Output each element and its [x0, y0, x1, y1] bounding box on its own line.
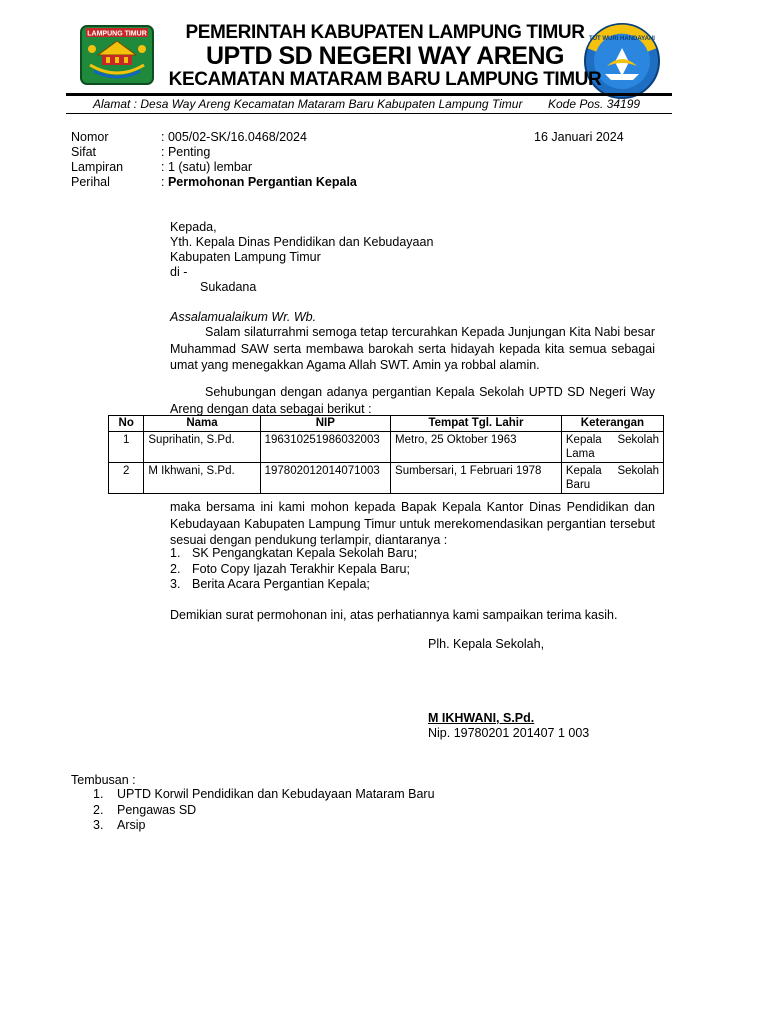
- cell-nip: 196310251986032003: [260, 432, 390, 463]
- list-item: [170, 546, 417, 562]
- signature-title: Plh. Kepala Sekolah,: [428, 637, 545, 651]
- paragraph-permohonan: maka bersama ini kami mohon kepada Bapak Kepala Kantor Dinas Pendidikan dan Kebudayaan Kabupaten Lampung Timur untuk merekomendasikan pergantian tersebut sesuai dengan pendukung terlampir, diantaranya :: [170, 500, 655, 547]
- greeting: Assalamualaikum Wr. Wb.: [170, 310, 317, 324]
- list-text: SK Pengangkatan Kepala Sekolah Baru;: [192, 546, 418, 560]
- perihal-label: Perihal: [71, 175, 110, 189]
- col-header-nama: Nama: [144, 416, 260, 432]
- list-number: 2.: [93, 802, 104, 817]
- tembusan-list: [93, 787, 435, 834]
- cell-no: 2: [109, 463, 144, 494]
- table-row: [109, 463, 664, 494]
- cell-nama: M Ikhwani, S.Pd.: [144, 463, 260, 494]
- lampiran-label: Lampiran: [71, 160, 124, 174]
- header-rule-thick: [66, 93, 672, 96]
- signature-nip: Nip. 19780201 201407 1 003: [428, 726, 590, 740]
- col-header-no: No: [109, 416, 144, 432]
- list-item: [93, 803, 435, 819]
- table-row: [109, 432, 664, 463]
- list-number: 2.: [170, 561, 181, 576]
- tembusan-label: Tembusan :: [71, 773, 136, 787]
- paragraph-sehubungan: Sehubungan dengan adanya pergantian Kepala Sekolah UPTD SD Negeri Way Areng dengan data sebagai berikut :: [170, 385, 655, 416]
- principal-data-table: [108, 415, 664, 494]
- cell-keterangan: [561, 463, 663, 494]
- perihal-row: [161, 175, 357, 189]
- cell-keterangan-text: Kepala Sekolah Lama: [565, 434, 659, 460]
- list-item: [93, 787, 435, 803]
- logo-right-text: TUT WURI HANDAYANI: [589, 36, 655, 42]
- recipient-di: di -: [170, 265, 188, 279]
- list-number: 3.: [170, 577, 181, 591]
- nomor-value: : 005/02-SK/16.0468/2024: [161, 130, 307, 144]
- col-header-keterangan: Keterangan: [561, 416, 663, 432]
- list-number: 1.: [170, 546, 181, 560]
- cell-ttl: Metro, 25 Oktober 1963: [391, 432, 562, 463]
- attachment-list: [170, 546, 417, 593]
- cell-keterangan: [561, 432, 663, 463]
- signature-name: M IKHWANI, S.Pd.: [428, 711, 535, 725]
- cell-nip: 197802012014071003: [260, 463, 390, 494]
- recipient-place: Sukadana: [200, 280, 257, 294]
- sifat-value: : Penting: [161, 145, 211, 159]
- col-header-ttl: Tempat Tgl. Lahir: [391, 416, 562, 432]
- list-text: Foto Copy Ijazah Terakhir Kepala Baru;: [192, 561, 410, 576]
- list-item: [170, 562, 417, 578]
- logo-left-text: LAMPUNG TIMUR: [87, 30, 147, 38]
- cell-nama: Suprihatin, S.Pd.: [144, 432, 260, 463]
- list-item: [170, 577, 417, 593]
- recipient-line1: Yth. Kepala Dinas Pendidikan dan Kebudayaan: [170, 235, 434, 249]
- recipient-line2: Kabupaten Lampung Timur: [170, 250, 321, 264]
- header-address: Alamat : Desa Way Areng Kecamatan Mataram Baru Kabupaten Lampung Timur: [93, 97, 523, 111]
- cell-keterangan-text: Kepala Sekolah Baru: [565, 465, 659, 491]
- perihal-value: Permohonan Pergantian Kepala: [167, 175, 357, 189]
- list-number: 3.: [93, 818, 104, 832]
- closing-sentence: Demikian surat permohonan ini, atas perhatiannya kami sampaikan terima kasih.: [170, 608, 618, 622]
- list-text: UPTD Korwil Pendidikan dan Kebudayaan Mataram Baru: [117, 787, 435, 801]
- letter-date: 16 Januari 2024: [534, 130, 624, 144]
- header-district: KECAMATAN MATARAM BARU LAMPUNG TIMUR: [168, 69, 602, 90]
- sifat-label: Sifat: [71, 145, 97, 159]
- header-school-name: UPTD SD NEGERI WAY ARENG: [206, 42, 564, 70]
- table-header-row: [109, 416, 664, 432]
- recipient-kepada: Kepada,: [170, 220, 217, 234]
- header-government: PEMERINTAH KABUPATEN LAMPUNG TIMUR: [185, 22, 585, 43]
- perihal-colon: :: [161, 175, 168, 189]
- list-text: Pengawas SD: [117, 802, 197, 817]
- cell-no: 1: [109, 432, 144, 463]
- paragraph-salam: Salam silaturrahmi semoga tetap tercurahkan Kepada Junjungan Kita Nabi besar Muhammad SAW serta membawa barokah serta hidayah kepada kita semua sebagai umat yang menegakkan Agama Allah SWT. Amin ya robbal alamin.: [170, 325, 655, 372]
- lampung-timur-emblem-icon: [80, 25, 154, 85]
- header-rule-thin: [66, 113, 672, 114]
- lampiran-value: : 1 (satu) lembar: [161, 160, 253, 174]
- nomor-label: Nomor: [71, 130, 109, 144]
- cell-ttl: Sumbersari, 1 Februari 1978: [391, 463, 562, 494]
- list-text: Berita Acara Pergantian Kepala;: [192, 577, 370, 591]
- header-postal-code: Kode Pos. 34199: [548, 97, 641, 111]
- list-text: Arsip: [117, 818, 146, 832]
- col-header-nip: NIP: [260, 416, 390, 432]
- list-item: [93, 818, 435, 834]
- list-number: 1.: [93, 787, 104, 801]
